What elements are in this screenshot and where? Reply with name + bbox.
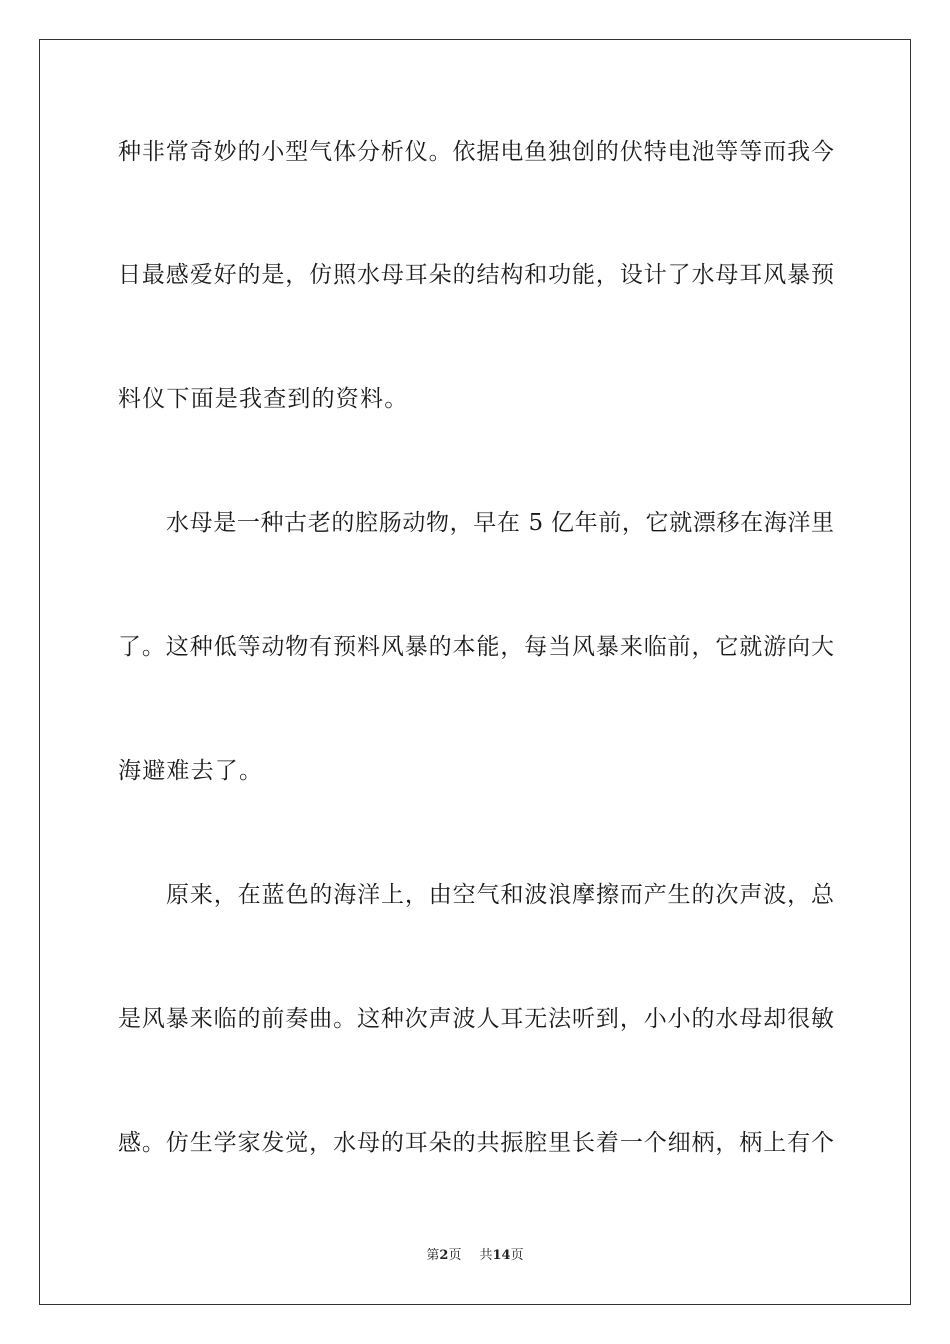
footer-total-suffix: 页 [510, 1248, 524, 1263]
footer-page-prefix: 第 [426, 1248, 440, 1263]
page-frame [39, 39, 911, 1305]
footer-page-number: 2 [439, 1248, 449, 1263]
footer-total-number: 14 [492, 1248, 511, 1263]
text-line-8: 是风暴来临的前奏曲。这种次声波人耳无法听到，小小的水母却很敏 [118, 1006, 834, 1032]
footer-total-prefix: 共 [479, 1248, 493, 1263]
text-line-3: 料仪下面是我查到的资料。 [118, 386, 409, 412]
text-line-9: 感。仿生学家发觉，水母的耳朵的共振腔里长着一个细柄，柄上有个 [118, 1130, 834, 1156]
text-line-1: 种非常奇妙的小型气体分析仪。依据电鱼独创的伏特电池等等而我今 [118, 139, 834, 165]
text-line-4: 水母是一种古老的腔肠动物，早在 5 亿年前，它就漂移在海洋里 [166, 510, 834, 536]
text-line-2: 日最感爱好的是，仿照水母耳朵的结构和功能，设计了水母耳风暴预 [118, 262, 834, 288]
text-line-7: 原来，在蓝色的海洋上，由空气和波浪摩擦而产生的次声波，总 [166, 882, 834, 908]
text-line-6: 海避难去了。 [118, 758, 264, 784]
page-footer [0, 1247, 950, 1265]
footer-page-suffix: 页 [448, 1248, 462, 1263]
text-line-5: 了。这种低等动物有预料风暴的本能，每当风暴来临前，它就游向大 [118, 634, 834, 660]
